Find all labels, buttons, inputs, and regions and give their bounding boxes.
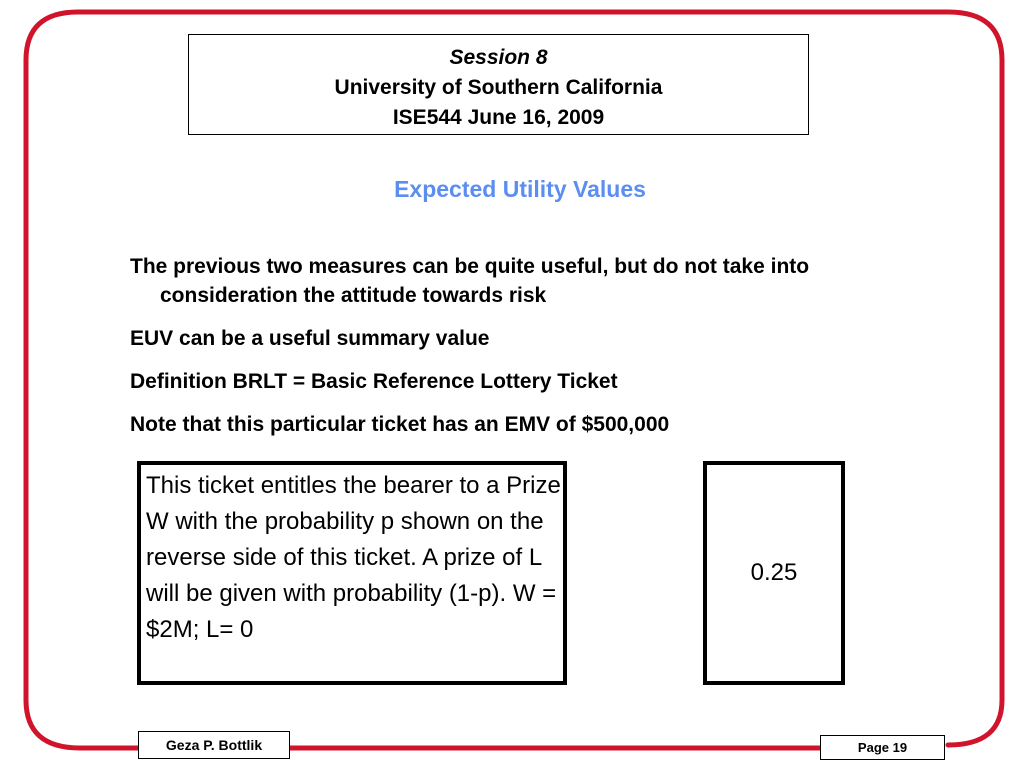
bullet-item: EUV can be a useful summary value [130,327,490,350]
bullet-item: Definition BRLT = Basic Reference Lottery Ticket [130,370,618,393]
footer-page-number: Page 19 [820,735,945,760]
ticket-probability: 0.25 [750,559,798,586]
bullet-list [130,252,930,453]
university-label: University of Southern California [334,76,663,99]
footer-author: Geza P. Bottlik [138,731,290,759]
session-header-box [188,34,809,135]
course-date-label: ISE544 June 16, 2009 [392,106,605,129]
session-label: Session 8 [449,46,548,69]
lottery-ticket-back [703,461,845,685]
lottery-ticket-front [137,461,567,685]
slide-title: Expected Utility Values [394,176,646,202]
bullet-item: Note that this particular ticket has an EMV of $500,000 [130,413,670,436]
ticket-description: This ticket entitles the bearer to a Prize W with the probability p shown on the reverse side of this ticket. A prize of L will be given with probability (1-p). W = $2M; L= 0 [146,472,561,643]
bullet-item: The previous two measures can be quite useful, but do not take into consideration the attitude towards risk [130,255,810,307]
